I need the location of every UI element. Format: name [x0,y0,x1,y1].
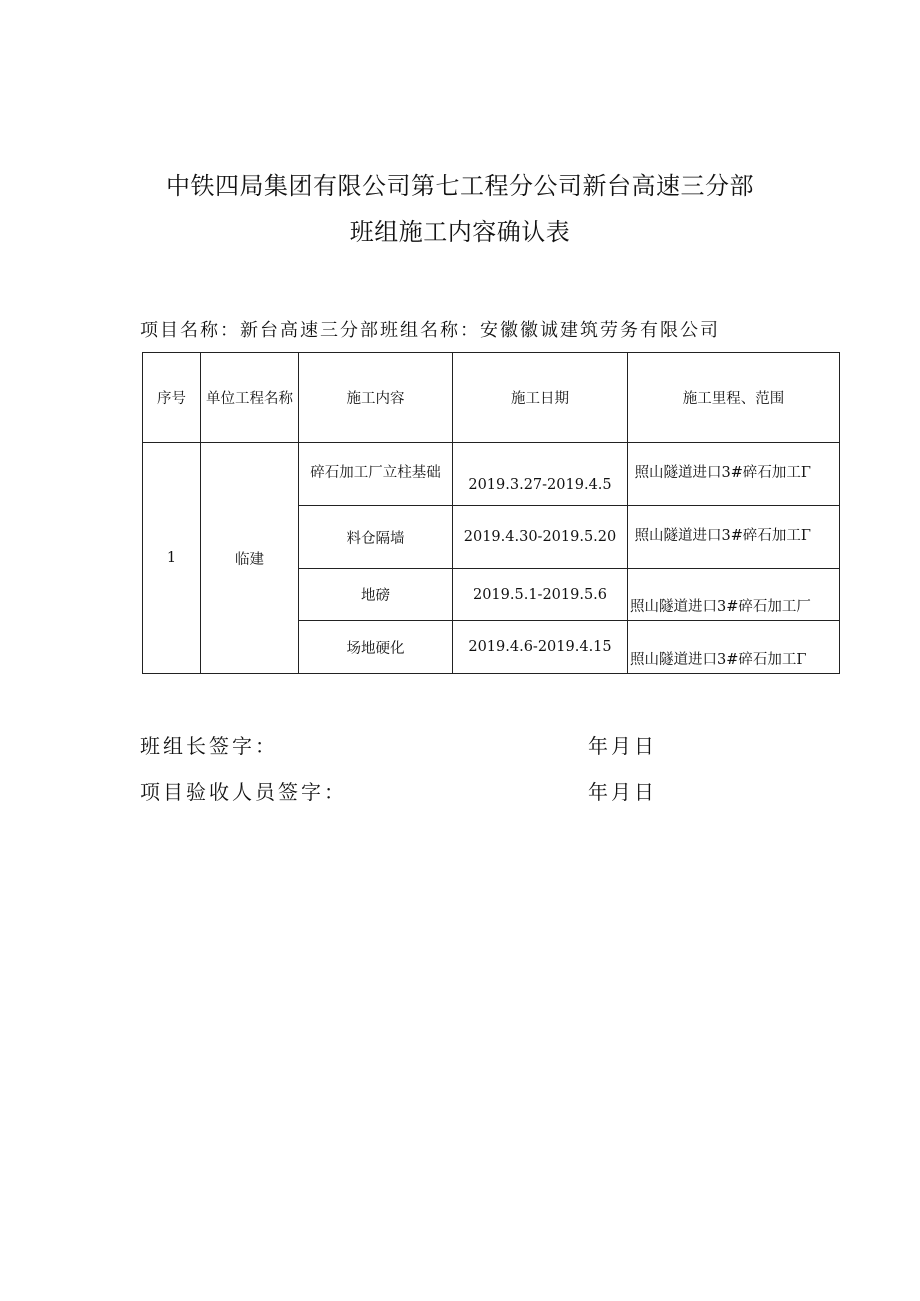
cell-range: 照山隧道进口3#碎石加工Γ [628,506,840,569]
cell-date: 2019.4.30-2019.5.20 [453,506,628,569]
cell-content: 地磅 [299,569,453,621]
document-title-line1: 中铁四局集团有限公司第七工程分公司新台高速三分部 [166,172,754,200]
project-info-line: 项目名称：新台高速三分部班组名称：安徽徽诚建筑劳务有限公司 [140,320,720,341]
confirmation-table [142,352,840,674]
table-row [143,443,840,506]
cell-range: 照山隧道进口3#碎石加工Γ [628,621,840,674]
header-date: 施工日期 [453,353,628,443]
header-range: 施工里程、范围 [628,353,840,443]
cell-content: 碎石加工厂立柱基础 [299,443,453,506]
cell-range: 照山隧道进口3#碎石加工Γ [628,443,840,506]
team-leader-signature-label: 班组长签字： [140,734,278,758]
cell-date: 2019.4.6-2019.4.15 [453,621,628,674]
header-content: 施工内容 [299,353,453,443]
cell-unit: 临建 [201,443,299,674]
cell-content: 场地硬化 [299,621,453,674]
inspector-signature-label: 项目验收人员签字： [140,780,347,804]
cell-date: 2019.5.1-2019.5.6 [453,569,628,621]
team-leader-date-label: 年月日 [588,734,657,758]
cell-date: 2019.3.27-2019.4.5 [453,443,628,506]
inspector-date-label: 年月日 [588,780,657,804]
table-header-row [143,353,840,443]
document-title-line2: 班组施工内容确认表 [349,218,571,246]
cell-seq: 1 [143,443,201,674]
cell-content: 料仓隔墙 [299,506,453,569]
cell-range: 照山隧道进口3#碎石加工厂 [628,569,840,621]
header-unit: 单位工程名称 [201,353,299,443]
header-seq: 序号 [143,353,201,443]
